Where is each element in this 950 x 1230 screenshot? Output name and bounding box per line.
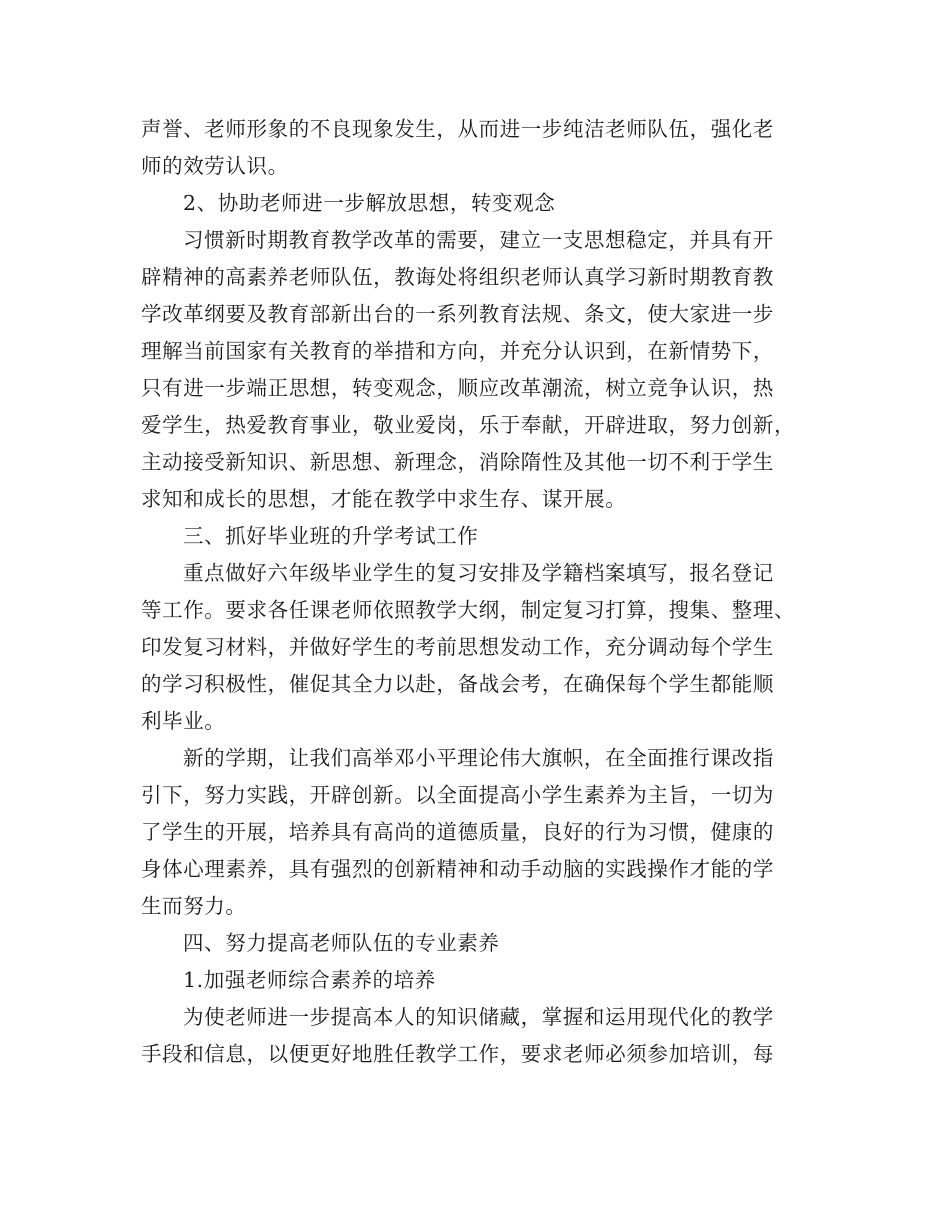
text-line: 重点做好六年级毕业学生的复习安排及学籍档案填写，报名登记	[183, 561, 774, 585]
subsection-heading: 1.加强老师综合素养的培养	[183, 968, 436, 992]
text-line: 求知和成长的思想，才能在教学中求生存、谋开展。	[141, 487, 627, 511]
text-line: 师的效劳认识。	[141, 154, 289, 178]
text-line: 为使老师进一步提高本人的知识储藏，掌握和运用现代化的教学	[183, 1005, 774, 1029]
text-line: 爱学生，热爱教育事业，敬业爱岗，乐于奉献，开辟进取，努力创新，	[141, 413, 796, 437]
text-line: 习惯新时期教育教学改革的需要，建立一支思想稳定，并具有开	[183, 228, 774, 252]
text-line: 引下，努力实践，开辟创新。以全面提高小学生素养为主旨，一切为	[141, 783, 774, 807]
text-line: 新的学期，让我们高举邓小平理论伟大旗帜，在全面推行课改指	[183, 746, 774, 770]
text-line: 利毕业。	[141, 709, 226, 733]
section-heading: 三、抓好毕业班的升学考试工作	[183, 524, 479, 548]
text-line: 等工作。要求各任课老师依照教学大纲，制定复习打算，搜集、整理、	[141, 598, 796, 622]
section-heading: 四、努力提高老师队伍的专业素养	[183, 931, 500, 955]
text-line: 生而努力。	[141, 894, 247, 918]
text-line: 主动接受新知识、新思想、新理念，消除隋性及其他一切不利于学生	[141, 450, 774, 474]
text-line: 了学生的开展，培养具有高尚的道德质量，良好的行为习惯，健康的	[141, 820, 774, 844]
text-line: 印发复习材料，并做好学生的考前思想发动工作，充分调动每个学生	[141, 635, 774, 659]
text-line: 辟精神的高素养老师队伍，教诲处将组织老师认真学习新时期教育教	[141, 265, 774, 289]
text-line: 声誉、老师形象的不良现象发生，从而进一步纯洁老师队伍，强化老	[141, 117, 774, 141]
text-line: 身体心理素养，具有强烈的创新精神和动手动脑的实践操作才能的学	[141, 857, 774, 881]
text-line: 学改革纲要及教育部新出台的一系列教育法规、条文，使大家进一步	[141, 302, 774, 326]
text-line: 理解当前国家有关教育的举措和方向，并充分认识到，在新情势下，	[141, 339, 774, 363]
section-heading: 2、协助老师进一步解放思想，转变观念	[183, 191, 556, 215]
text-line: 手段和信息，以便更好地胜任教学工作，要求老师必须参加培训，每	[141, 1042, 774, 1066]
text-line: 只有进一步端正思想，转变观念，顺应改革潮流，树立竞争认识，热	[141, 376, 774, 400]
text-line: 的学习积极性，催促其全力以赴，备战会考，在确保每个学生都能顺	[141, 672, 774, 696]
